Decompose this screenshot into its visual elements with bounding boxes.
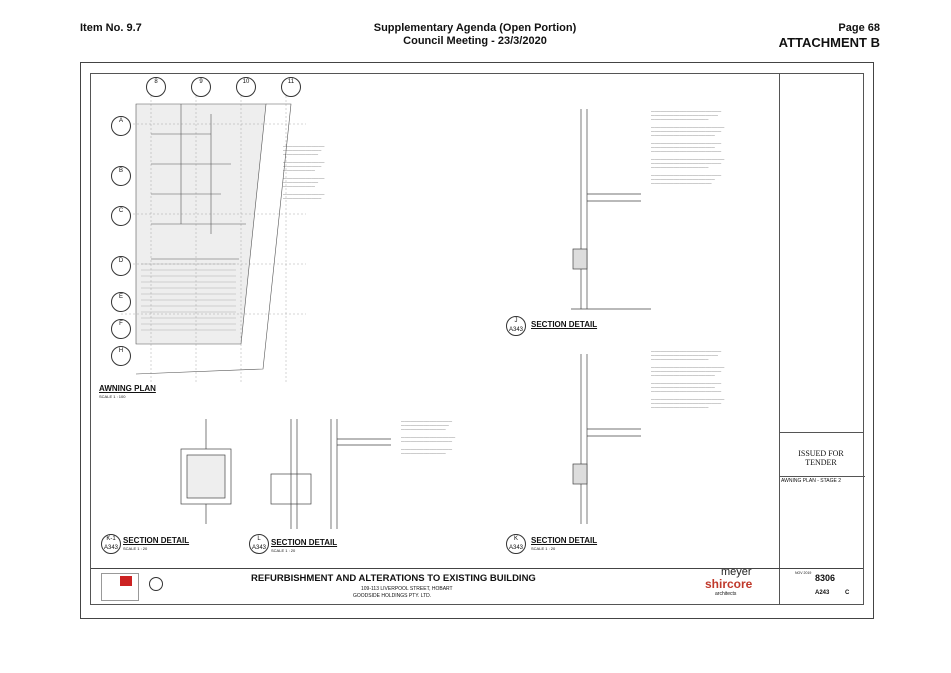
north-arrow-icon (149, 577, 163, 591)
agenda-title (340, 22, 610, 48)
grid-bubble-c: C (111, 206, 131, 226)
job-number: 8306 (815, 573, 836, 583)
project-address: 109-113 LIVERPOOL STREET, HOBART (361, 586, 453, 592)
section-k1-scale: SCALE 1 : 20 (123, 546, 148, 551)
section-k-drawing (571, 344, 651, 534)
section-l-sheet: A343 (251, 545, 266, 551)
status-line-1: ISSUED FOR (798, 449, 844, 458)
awning-plan-notes: ————————————— ———————————— ——————————— ————————————— ———————————— —————————— ————————————— ——————————— —————————— ————————————— ———————————— (283, 144, 325, 200)
section-k-notes: —————————————————————— ————————————————————— —————————————————— ——————————————————————— —————————————————————— ———————————————————— —————————————————————— ———————————————————— —————————————————————— ——————————————————————— —————————————————————— —————————————————— (651, 349, 725, 409)
drawing-sheet (80, 62, 874, 619)
firm-name-line-3: architects (715, 591, 737, 597)
firm-name-line-1: meyer (721, 566, 752, 578)
page-number: Page 68 (838, 22, 880, 34)
awning-plan-label: AWNING PLAN (99, 384, 156, 393)
section-j-bubble (506, 316, 526, 336)
sheet-title: AWNING PLAN - STAGE 2 (779, 476, 865, 485)
section-l-label: SECTION DETAIL (271, 538, 338, 547)
agenda-line-2: Council Meeting - 23/3/2020 (403, 35, 547, 47)
revision: C (845, 590, 850, 596)
section-l-drawing (251, 414, 331, 534)
section-center-drawing (321, 414, 401, 534)
agenda-line-1: Supplementary Agenda (Open Portion) (373, 22, 577, 34)
grid-bubble-9: 9 (191, 77, 211, 97)
section-k1-drawing (151, 419, 261, 529)
issue-date: NOV 2019 (795, 571, 812, 575)
section-j-drawing (571, 79, 651, 319)
client-name: GOODSIDE HOLDINGS PTY. LTD. (353, 593, 432, 599)
grid-bubble-10: 10 (236, 77, 256, 97)
section-l-tag: L (257, 536, 261, 542)
awning-plan-scale: SCALE 1 : 100 (99, 394, 126, 399)
drawing-number: A243 (815, 590, 830, 596)
title-column-divider (779, 74, 780, 604)
grid-bubble-b: B (111, 166, 131, 186)
section-k-scale: SCALE 1 : 20 (531, 546, 556, 551)
grid-bubble-11: 11 (281, 77, 301, 97)
drawing-frame (90, 73, 864, 605)
issue-status (779, 449, 863, 467)
council-logo (101, 573, 139, 601)
section-j-sheet: A343 (508, 327, 523, 333)
status-line-2: TENDER (805, 458, 837, 467)
section-j-label: SECTION DETAIL (531, 320, 598, 329)
grid-bubble-f: F (111, 319, 131, 339)
section-center-notes: ———————————————— ——————————————— —————————————— ————————————————— ———————————————— ———————————————— —————————————— (401, 419, 456, 455)
section-l-scale: SCALE 1 : 20 (271, 548, 296, 553)
page-info (760, 22, 880, 50)
project-title: REFURBISHMENT AND ALTERATIONS TO EXISTING BUILDING (251, 573, 536, 584)
title-block (91, 568, 863, 605)
grid-bubble-d: D (111, 256, 131, 276)
section-k-label: SECTION DETAIL (531, 536, 598, 545)
attachment-label: ATTACHMENT B (778, 35, 880, 50)
grid-bubble-a: A (111, 116, 131, 136)
grid-bubble-e: E (111, 292, 131, 312)
section-l-bubble (249, 534, 269, 554)
section-k-tag: K (513, 536, 518, 542)
status-divider (779, 432, 863, 433)
grid-bubble-8: 8 (146, 77, 166, 97)
section-k1-label: SECTION DETAIL (123, 536, 190, 545)
section-k1-tag: K-1 (106, 536, 116, 542)
section-j-notes: —————————————————————— ————————————————————— —————————————————— ——————————————————————— —————————————————————— ———————————————————— —————————————————————— ———————————————————— —————————————————————— ——————————————————————— —————————————————————— —————————————————— —————————————————————— ———————————————————— ——————————————————— (651, 109, 725, 185)
section-j-tag: J (514, 318, 518, 324)
item-number: Item No. 9.7 (80, 22, 142, 34)
section-k-bubble (506, 534, 526, 554)
grid-bubble-h: H (111, 346, 131, 366)
section-k1-sheet: A343 (103, 545, 118, 551)
section-k-sheet: A343 (508, 545, 523, 551)
firm-name-line-2: shircore (705, 577, 753, 591)
section-k1-bubble (101, 534, 121, 554)
